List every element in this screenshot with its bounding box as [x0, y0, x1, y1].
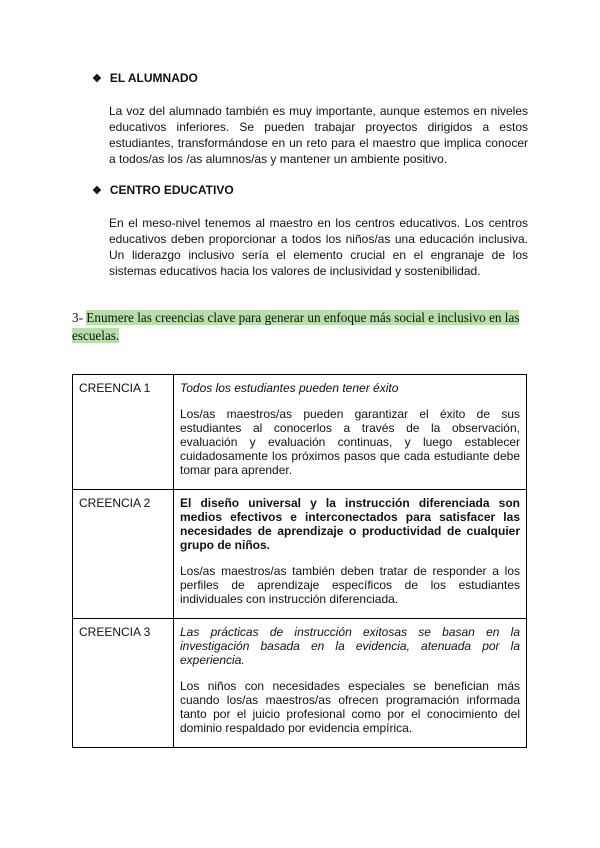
belief-title: El diseño universal y la instrucción diferenciada son medios efectivos e interconectados para satisfacer las necesidades de aprendizaje o productividad de cualquier grupo de niños. — [180, 496, 520, 552]
belief-body: Los/as maestros/as pueden garantizar el éxito de sus estudiantes al conocerlos a través de la observación, evaluación y evaluación continuas, y luego establecer cuidadosamente los próximos pasos que cada estudiante debe tomar para aprender. — [180, 407, 520, 477]
table-row — [73, 490, 527, 619]
belief-label: CREENCIA 3 — [73, 619, 174, 748]
diamond-bullet-icon: ❖ — [92, 72, 102, 85]
section-heading-text: EL ALUMNADO — [109, 71, 198, 85]
section-paragraph-centro-educativo: En el meso-nivel tenemos al maestro en los centros educativos. Los centros educativos deben proporcionar a todos los niños/as una educación inclusiva. Un liderazgo inclusivo sería el elemento crucial en el engranaje de los sistemas educativos hacia los valores de inclusividad y sostenibilidad. — [109, 216, 528, 278]
belief-label: CREENCIA 1 — [73, 375, 174, 490]
belief-content — [174, 375, 527, 490]
belief-label: CREENCIA 2 — [73, 490, 174, 619]
table-row — [73, 619, 527, 748]
section-heading-text: CENTRO EDUCATIVO — [109, 183, 234, 197]
table-row — [73, 375, 527, 490]
question-3 — [72, 309, 532, 345]
belief-content — [174, 490, 527, 619]
belief-title: Todos los estudiantes pueden tener éxito — [180, 381, 399, 395]
belief-body: Los niños con necesidades especiales se benefician más cuando los/as maestros/as ofrecen programación informada tanto por el juicio profesional como por el conocimiento del dominio respaldado por evidencia empírica. — [180, 679, 520, 735]
section-heading-centro-educativo — [92, 183, 234, 197]
question-number: 3- — [72, 310, 83, 325]
question-text: Enumere las creencias clave para generar un enfoque más social e inclusivo en las escuelas. — [72, 310, 520, 343]
belief-body: Los/as maestros/as también deben tratar de responder a los perfiles de aprendizaje específicos de los estudiantes individuales con instrucción diferenciada. — [180, 564, 520, 606]
diamond-bullet-icon: ❖ — [92, 184, 102, 197]
section-paragraph-alumnado: La voz del alumnado también es muy importante, aunque estemos en niveles educativos inferiores. Se pueden trabajar proyectos dirigidos a estos estudiantes, transformándose en un reto para el maestro que implica conocer a todos/as los /as alumnos/as y mantener un ambiente positivo. — [109, 104, 528, 166]
beliefs-table — [72, 374, 527, 748]
section-heading-alumnado — [92, 71, 198, 85]
belief-title: Las prácticas de instrucción exitosas se basan en la investigación basada en la evidencia, atenuada por la experiencia. — [180, 625, 520, 667]
belief-content — [174, 619, 527, 748]
